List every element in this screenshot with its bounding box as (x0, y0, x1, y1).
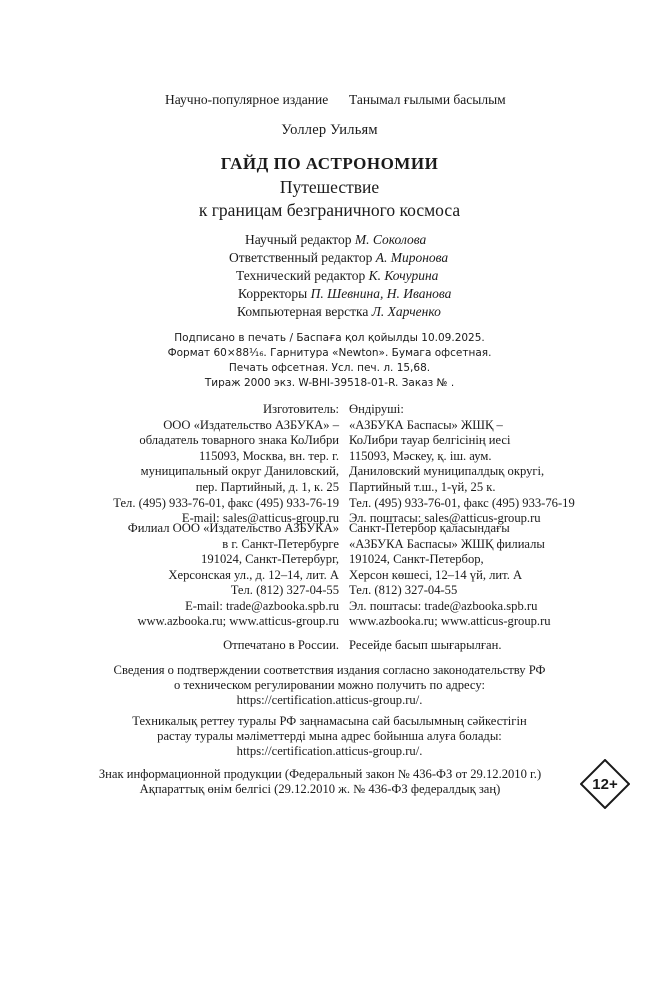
credit-row (0, 304, 659, 322)
manufacturer-heading: Өндіруші: (349, 402, 404, 416)
age-rating-diamond-icon (580, 759, 630, 809)
credit-role: Компьютерная верстка (237, 304, 369, 319)
branch-line: 191024, Санкт-Петербор, (349, 552, 484, 567)
edition-type-kz: Танымал ғылыми басылым (349, 92, 506, 107)
manufacturer-line: КоЛибри тауар белгісінің иесі (349, 433, 511, 448)
manufacturer-line: муниципальный округ Даниловский, (140, 464, 339, 479)
credit-person: П. Шевнина, Н. Иванова (310, 286, 452, 301)
printed-in-ru: Отпечатано в России. (223, 638, 339, 652)
book-subtitle-line2: к границам безграничного космоса (198, 200, 461, 220)
age-rating-badge (580, 759, 630, 809)
print-line: Печать офсетная. Усл. печ. л. 15,68. (228, 362, 431, 374)
print-line: Формат 60×88¹⁄₁₆. Гарнитура «Newton». Бумага офсетная. (167, 347, 492, 359)
certification-line: Сведения о подтверждении соответствия издания согласно законодательству РФ (113, 663, 546, 677)
editorial-credits (0, 232, 659, 322)
credit-row (0, 286, 659, 304)
branch-email: Эл. поштасы: trade@azbooka.spb.ru (349, 598, 538, 613)
certification-url: https://certification.atticus-group.ru/. (236, 744, 423, 759)
manufacturer-kz (349, 402, 575, 527)
credit-row (0, 250, 659, 268)
certification-ru (0, 663, 659, 709)
manufacturer-ru (113, 402, 339, 527)
websites-kz: www.azbooka.ru; www.atticus-group.ru (349, 614, 551, 628)
branch-phone: Тел. (812) 327-04-55 (230, 583, 339, 598)
certification-kz (0, 714, 659, 760)
manufacturer-email: Эл. поштасы: sales@atticus-group.ru (349, 511, 541, 526)
credit-person: К. Кочурина (368, 268, 439, 283)
credit-person: М. Соколова (354, 232, 427, 247)
credit-role: Научный редактор (245, 232, 352, 247)
manufacturer-phone: Тел. (495) 933-76-01, факс (495) 933-76-19 (349, 495, 575, 510)
print-details (0, 331, 659, 391)
manufacturer-line: 115093, Москва, вн. тер. г. (198, 448, 339, 463)
branch-kz (349, 521, 545, 615)
branch-line: Херсонская ул., д. 12–14, лит. А (168, 567, 339, 582)
certification-url: https://certification.atticus-group.ru/. (236, 693, 423, 708)
branch-line: «АЗБУКА Баспасы» ЖШҚ филиалы (349, 536, 545, 551)
branch-heading: Санкт-Петербор қаласындағы (349, 521, 510, 535)
manufacturer-line: Партийный т.ш., 1-үй, 25 к. (349, 479, 496, 494)
certification-line: Техникалық реттеу туралы РФ заңнамасына сай басылымның сәйкестігін (132, 714, 527, 728)
branch-ru (128, 521, 339, 615)
branch-heading: Филиал ООО «Издательство АЗБУКА» (127, 521, 339, 535)
info-sign-ru: Знак информационной продукции (Федеральный закон № 436-ФЗ от 29.12.2010 г.) (98, 767, 542, 781)
age-rating-text: 12+ (592, 776, 618, 793)
websites-ru: www.azbooka.ru; www.atticus-group.ru (137, 614, 339, 628)
print-line: Тираж 2000 экз. W-BHI-39518-01-R. Заказ № . (204, 377, 455, 389)
author-name: Уоллер Уильям (281, 122, 378, 138)
manufacturer-line: ООО «Издательство АЗБУКА» – (163, 417, 339, 432)
certification-line: о техническом регулировании можно получить по адресу: (174, 678, 485, 693)
manufacturer-phone: Тел. (495) 933-76-01, факс (495) 933-76-19 (113, 495, 339, 510)
manufacturer-heading: Изготовитель: (263, 402, 339, 416)
manufacturer-line: 115093, Мәскеу, қ. іш. аум. (349, 448, 492, 463)
manufacturer-line: «АЗБУКА Баспасы» ЖШҚ – (349, 417, 503, 432)
branch-email: E-mail: trade@azbooka.spb.ru (185, 598, 339, 613)
credit-person: Л. Харченко (371, 304, 441, 319)
credit-role: Корректоры (238, 286, 308, 301)
book-title: ГАЙД ПО АСТРОНОМИИ (220, 154, 439, 173)
manufacturer-line: Даниловский муниципалдық округі, (349, 464, 545, 479)
book-subtitle-line1: Путешествие (279, 177, 380, 197)
certification-line: растау туралы мәліметтерді мына адрес бойынша алуға болады: (157, 729, 502, 744)
branch-phone: Тел. (812) 327-04-55 (349, 583, 458, 598)
branch-line: Херсон көшесі, 12–14 үй, лит. А (349, 567, 523, 582)
edition-type-ru: Научно-популярное издание (165, 92, 329, 107)
credit-role: Ответственный редактор (229, 250, 373, 265)
branch-line: в г. Санкт-Петербурге (222, 536, 339, 551)
credit-role: Технический редактор (236, 268, 366, 283)
manufacturer-email: E-mail: sales@atticus-group.ru (181, 511, 339, 526)
branch-line: 191024, Санкт-Петербург, (201, 552, 339, 567)
manufacturer-line: пер. Партийный, д. 1, к. 25 (195, 479, 339, 494)
print-line: Подписано в печать / Баспаға қол қойылды 10.09.2025. (174, 332, 485, 344)
credit-person: А. Миронова (375, 250, 449, 265)
credit-row (0, 232, 659, 250)
credit-row (0, 268, 659, 286)
info-product-sign (0, 767, 640, 797)
printed-in-kz: Ресейде басып шығарылған. (349, 638, 502, 652)
manufacturer-line: обладатель товарного знака КоЛибри (139, 433, 339, 448)
info-sign-kz: Ақпараттық өнім белгісі (29.12.2010 ж. № 436-ФЗ федералдық заң) (139, 782, 501, 797)
